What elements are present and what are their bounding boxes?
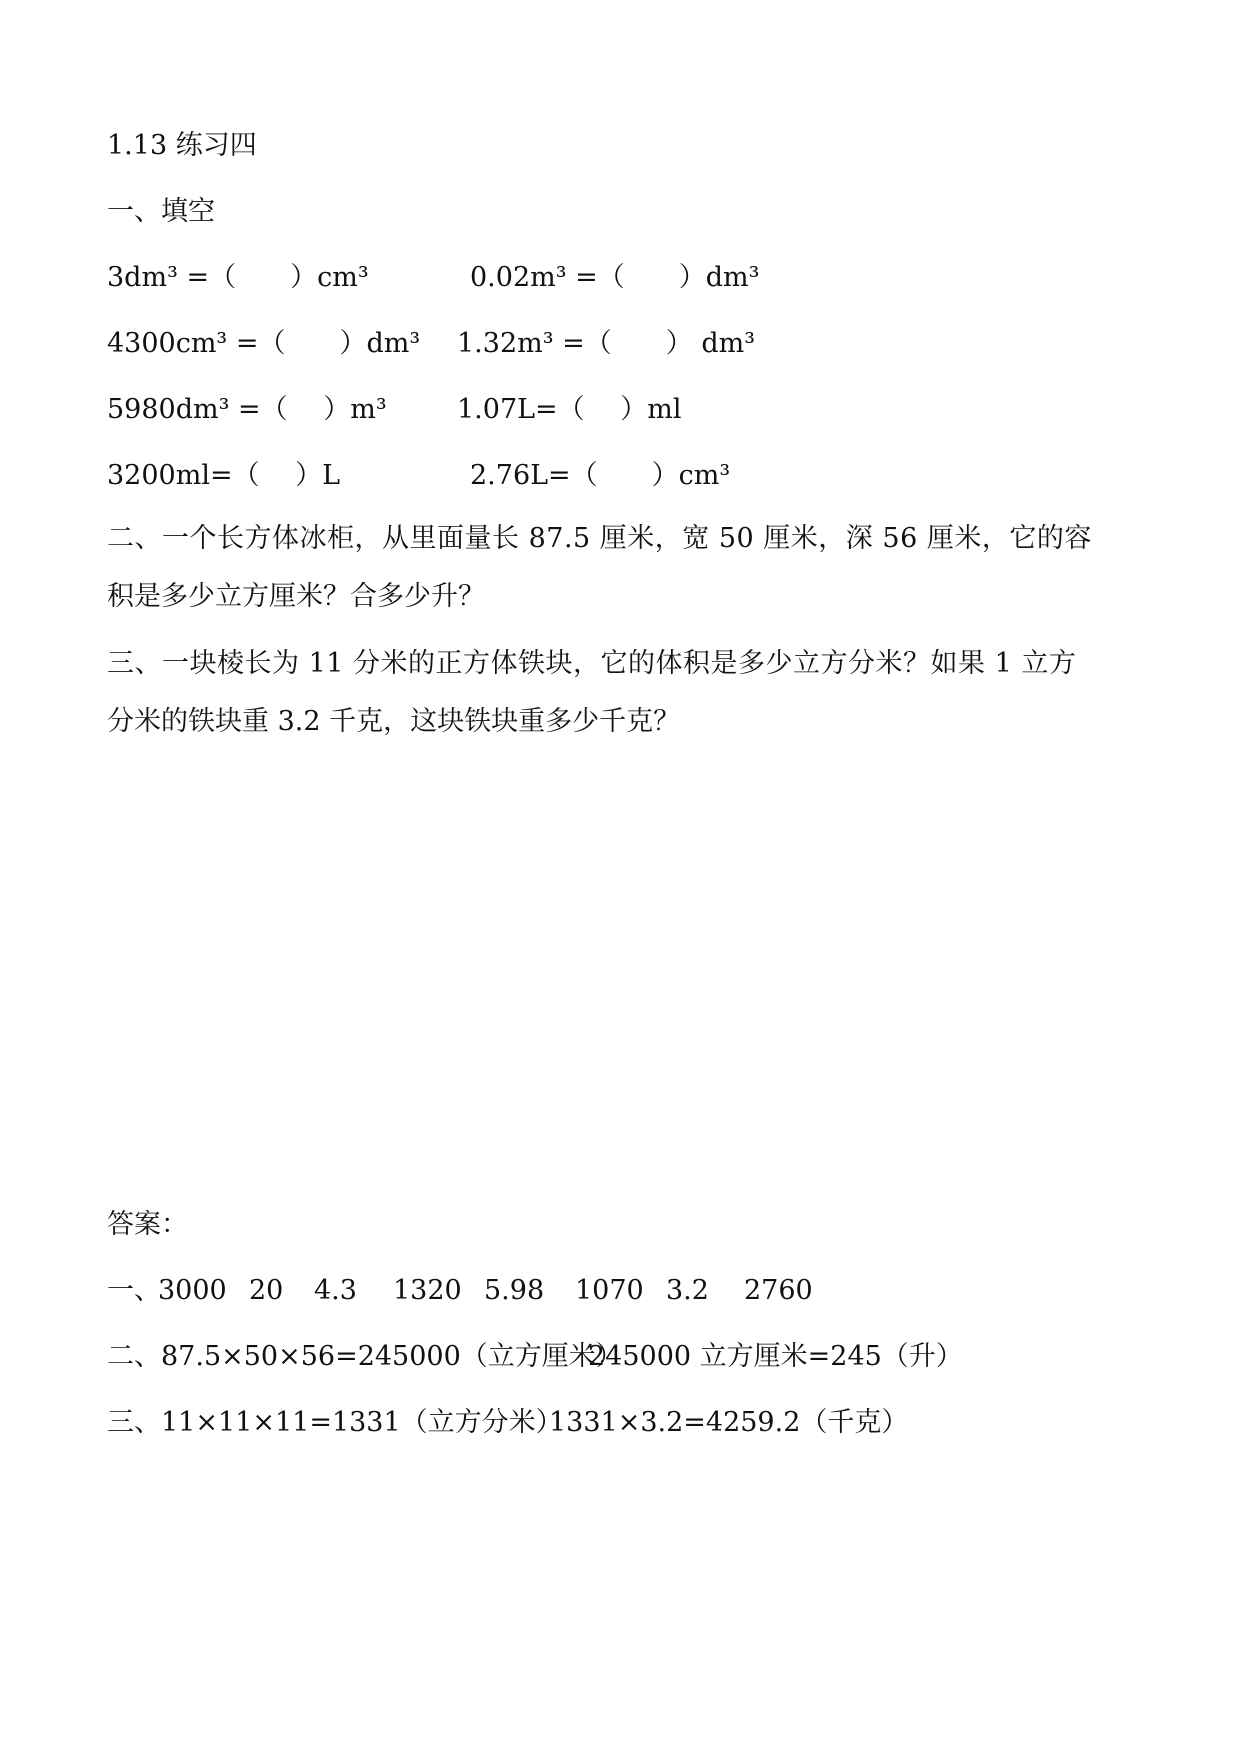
answer-1-value: 5.98 xyxy=(484,1275,545,1306)
answer-1-value: 3.2 xyxy=(666,1275,709,1306)
fill-blank-item: 1.07L=（ ）ml xyxy=(457,394,682,425)
answers-heading: 答案： xyxy=(107,1209,188,1240)
answer-1-value: 3000 xyxy=(158,1275,227,1306)
fill-blank-item: 1.32m³ =（ ） dm³ xyxy=(457,328,756,359)
answer-1-value: 4.3 xyxy=(314,1275,357,1306)
answer-1-value: 1320 xyxy=(393,1275,462,1306)
section1-heading: 一、填空 xyxy=(107,196,215,227)
answer-3-part: 1331×3.2=4259.2（千克） xyxy=(549,1407,909,1438)
fill-blank-item: 0.02m³ =（ ）dm³ xyxy=(470,262,760,293)
section2-question-line: 积是多少立方厘米？合多少升？ xyxy=(107,581,485,612)
answer-2-part: 二、87.5×50×56=245000（立方厘米） xyxy=(107,1341,623,1372)
fill-blank-item: 4300cm³ =（ ）dm³ xyxy=(107,328,421,359)
section3-question-line: 三、一块棱长为 11 分米的正方体铁块，它的体积是多少立方分米？如果 1 立方 xyxy=(107,648,1077,679)
section2-question-line: 二、一个长方体冰柜，从里面量长 87.5 厘米，宽 50 厘米，深 56 厘米，它的容 xyxy=(107,523,1092,554)
fill-blank-item: 5980dm³ =（ ）m³ xyxy=(107,394,387,425)
answer-1-value: 2760 xyxy=(744,1275,813,1306)
page-title: 1.13 练习四 xyxy=(107,130,257,161)
fill-blank-item: 2.76L=（ ）cm³ xyxy=(470,460,731,491)
fill-blank-item: 3dm³ =（ ）cm³ xyxy=(107,262,369,293)
answer-1-value: 20 xyxy=(249,1275,284,1306)
section3-question-line: 分米的铁块重 3.2 千克，这块铁块重多少千克？ xyxy=(107,706,681,737)
answer-1-prefix: 一、 xyxy=(107,1275,161,1306)
fill-blank-item: 3200ml=（ ）L xyxy=(107,460,341,491)
answer-1-value: 1070 xyxy=(575,1275,644,1306)
answer-2-part: 245000 立方厘米=245（升） xyxy=(588,1341,963,1372)
answer-3-part: 三、11×11×11=1331（立方分米） xyxy=(107,1407,563,1438)
